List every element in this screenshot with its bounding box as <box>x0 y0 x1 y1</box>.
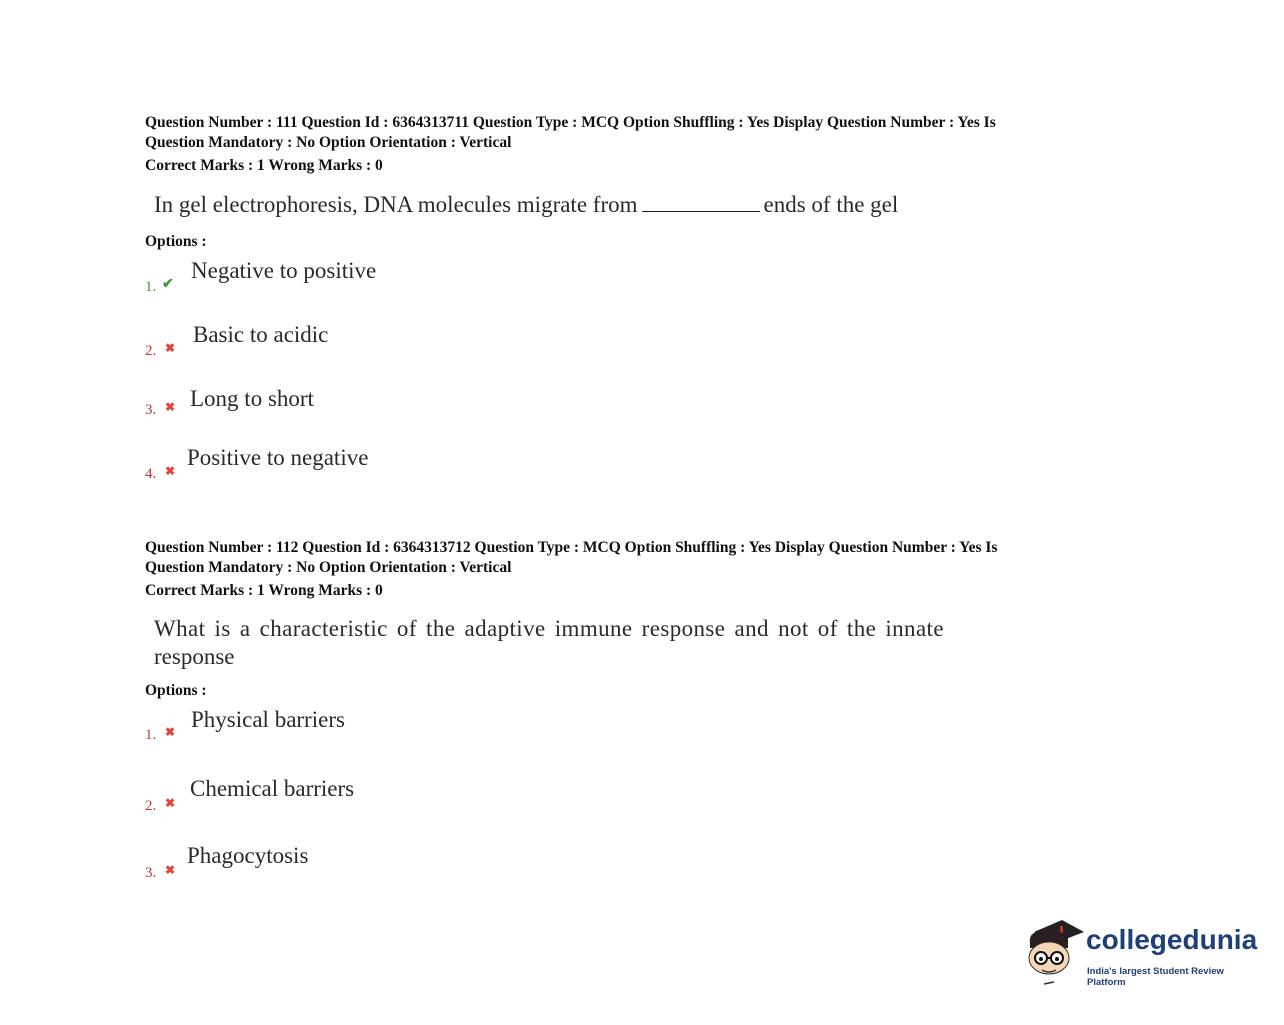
question-112-marks: Correct Marks : 1 Wrong Marks : 0 <box>145 582 383 599</box>
option-text: Chemical barriers <box>190 776 355 801</box>
question-111-meta <box>145 113 1135 153</box>
option-number: 1. <box>145 727 157 743</box>
option-number: 2. <box>145 798 157 814</box>
fill-in-blank <box>642 193 760 212</box>
option-number: 3. <box>145 402 157 418</box>
cross-icon: ✖ <box>165 725 176 739</box>
question-112-meta <box>145 538 1135 578</box>
question-111-marks: Correct Marks : 1 Wrong Marks : 0 <box>145 157 383 174</box>
option-number: 1. <box>145 279 157 295</box>
brand-tagline: India's largest Student Review Platform <box>1087 966 1224 988</box>
mascot-icon <box>1024 918 1086 990</box>
option-text: Physical barriers <box>191 707 345 732</box>
option-text: Basic to acidic <box>193 322 329 347</box>
meta-line-2: Question Mandatory : No Option Orientation : Vertical <box>145 559 512 576</box>
question-112-text <box>154 615 954 671</box>
meta-line-1: Question Number : 112 Question Id : 6364313712 Question Type : MCQ Option Shuffling : Yes Display Question Number : Yes Is <box>145 539 998 556</box>
options-label: Options : <box>145 233 207 250</box>
option-number: 3. <box>145 865 157 881</box>
option-text: Positive to negative <box>187 445 369 470</box>
question-text-line-2: response <box>154 644 235 669</box>
cross-icon: ✖ <box>165 400 176 414</box>
option-number: 4. <box>145 466 157 482</box>
check-icon: ✔ <box>162 277 174 292</box>
question-text-part-2: ends of the gel <box>763 192 899 217</box>
meta-line-1: Question Number : 111 Question Id : 6364313711 Question Type : MCQ Option Shuffling : Yes Display Question Number : Yes Is <box>145 114 996 131</box>
cross-icon: ✖ <box>165 863 176 877</box>
question-text-part-1: In gel electrophoresis, DNA molecules migrate from <box>154 192 638 217</box>
cross-icon: ✖ <box>165 341 176 355</box>
meta-line-2: Question Mandatory : No Option Orientation : Vertical <box>145 134 512 151</box>
option-number: 2. <box>145 343 157 359</box>
options-label: Options : <box>145 682 207 699</box>
option-text: Negative to positive <box>191 258 377 283</box>
option-text: Long to short <box>190 386 314 411</box>
question-text-line-1: What is a characteristic of the adaptive immune response and not of the innate <box>154 616 944 641</box>
question-111-text <box>154 191 898 219</box>
brand-name: collegedunia <box>1086 924 1258 955</box>
option-text: Phagocytosis <box>187 843 309 868</box>
cross-icon: ✖ <box>165 464 176 478</box>
collegedunia-logo <box>1024 918 1264 990</box>
cross-icon: ✖ <box>165 796 176 810</box>
